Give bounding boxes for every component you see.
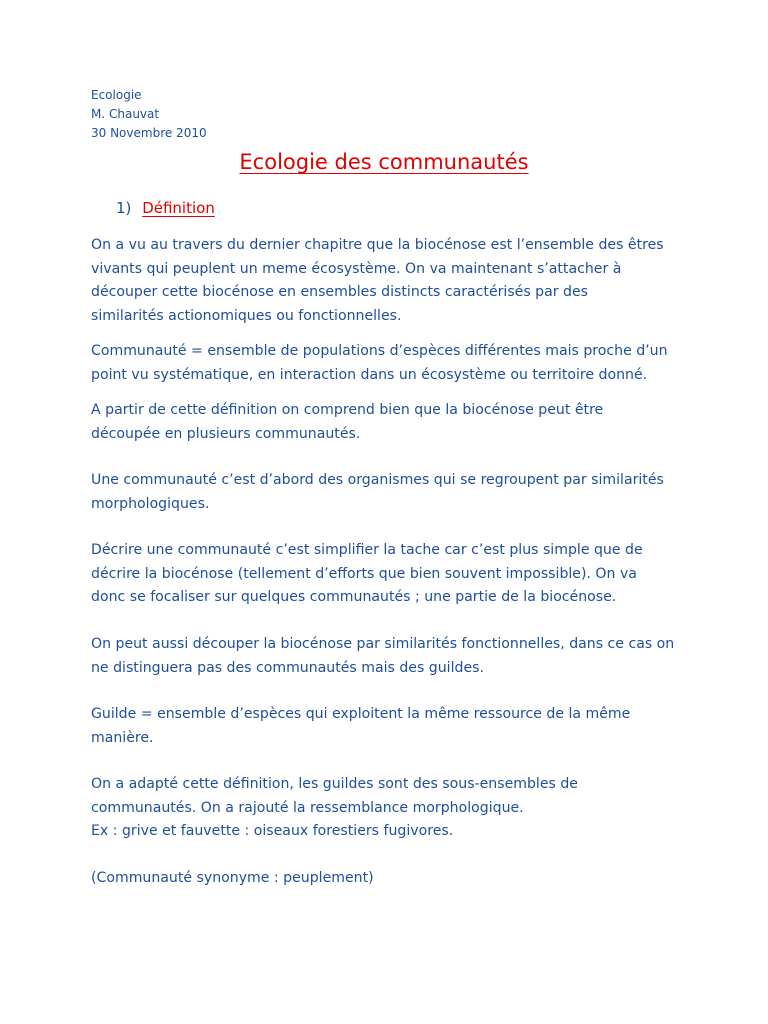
paragraph-line: donc se focaliser sur quelques communautés ; une partie de la biocénose. (91, 589, 617, 605)
paragraph-line: découper cette biocénose en ensembles distincts caractérisés par des (91, 284, 588, 300)
header-course: Ecologie (91, 88, 142, 102)
paragraph-line: Ex : grive et fauvette : oiseaux forestiers fugivores. (91, 823, 454, 839)
paragraph-line: Guilde = ensemble d’espèces qui exploitent la même ressource de la même (91, 706, 631, 722)
paragraph-5 (91, 539, 691, 610)
paragraph-line: similarités actionomiques ou fonctionnelles. (91, 307, 402, 324)
paragraph-line: découpée en plusieurs communautés. (91, 425, 361, 442)
paragraph-line: On a adapté cette définition, les guildes sont des sous-ensembles de (91, 776, 578, 792)
paragraph-line: On peut aussi découper la biocénose par similarités fonctionnelles, dans ce cas on (91, 636, 675, 652)
page-title-text: Ecologie des communautés (239, 150, 529, 174)
section-heading (116, 196, 215, 220)
paragraph-line: On a vu au travers du dernier chapitre que la biocénose est l’ensemble des êtres (91, 237, 664, 253)
paragraph-2 (91, 340, 691, 387)
paragraph-9 (91, 867, 691, 891)
paragraph-line: vivants qui peuplent un meme écosystème. On va maintenant s’attacher à (91, 260, 622, 277)
header-date: 30 Novembre 2010 (91, 126, 207, 140)
paragraph-line: Décrire une communauté c’est simplifier la tache car c’est plus simple que de (91, 542, 643, 558)
paragraph-line: ne distinguera pas des communautés mais des guildes. (91, 659, 484, 676)
paragraph-line: Communauté = ensemble de populations d’espèces différentes mais proche d’un (91, 343, 668, 359)
paragraph-line: (Communauté synonyme : peuplement) (91, 870, 374, 886)
paragraph-1 (91, 234, 691, 328)
paragraph-line: manière. (91, 729, 154, 746)
paragraph-8 (91, 773, 691, 844)
header-author: M. Chauvat (91, 107, 160, 121)
paragraph-4 (91, 469, 691, 516)
paragraph-line: Une communauté c’est d’abord des organismes qui se regroupent par similarités (91, 472, 664, 488)
paragraph-line: morphologiques. (91, 495, 210, 512)
paragraph-7 (91, 703, 691, 750)
paragraph-line: communautés. On a rajouté la ressemblance morphologique. (91, 799, 524, 816)
paragraph-line: décrire la biocénose (tellement d’efforts que bien souvent impossible). On va (91, 565, 637, 582)
page-title (0, 146, 768, 178)
paragraph-line: A partir de cette définition on comprend bien que la biocénose peut être (91, 402, 604, 418)
paragraph-6 (91, 633, 691, 680)
paragraph-line: point vu systématique, en interaction dans un écosystème ou territoire donné. (91, 366, 648, 383)
section-number: 1) (116, 199, 132, 217)
section-label: Définition (142, 199, 215, 217)
paragraph-3 (91, 399, 691, 446)
